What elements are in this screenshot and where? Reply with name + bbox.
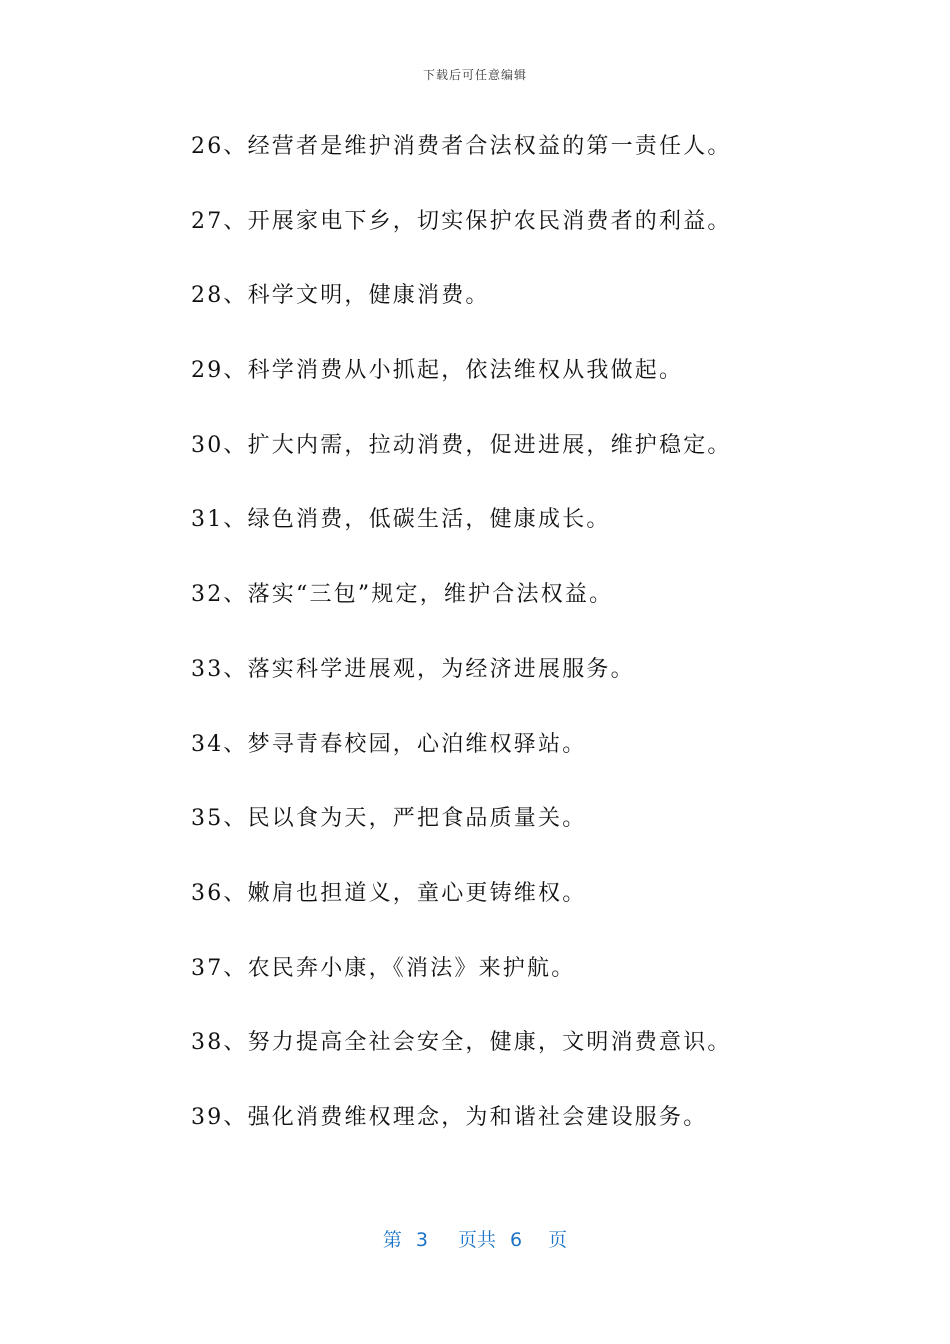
list-item: 36、嫩肩也担道义，童心更铸维权。 [191, 880, 587, 906]
list-item: 26、经营者是维护消费者合法权益的第一责任人。 [191, 134, 732, 159]
list-item: 33、落实科学进展观，为经济进展服务。 [191, 656, 635, 682]
list-item: 31、绿色消费，低碳生活，健康成长。 [191, 507, 611, 533]
current-page-number: 3 [415, 1229, 428, 1251]
slogan-list [191, 130, 891, 1176]
list-item: 34、梦寻青春校园，心泊维权驿站。 [191, 731, 587, 757]
list-item: 27、开展家电下乡，切实保护农民消费者的利益。 [191, 208, 732, 234]
page-number-footer [0, 1225, 950, 1252]
list-item: 30、扩大内需，拉动消费，促进进展，维护稳定。 [191, 432, 732, 458]
list-item: 38、努力提高全社会安全，健康，文明消费意识。 [191, 1030, 732, 1056]
list-item: 29、科学消费从小抓起，依法维权从我做起。 [191, 358, 684, 384]
list-item: 39、强化消费维权理念，为和谐社会建设服务。 [191, 1104, 708, 1130]
total-page-number: 6 [510, 1229, 523, 1251]
list-item: 32、落实“三包”规定，维护合法权益。 [191, 582, 614, 608]
list-item: 35、民以食为天，严把食品质量关。 [191, 806, 587, 832]
list-item: 28、科学文明，健康消费。 [191, 283, 490, 309]
page-header-note: 下载后可任意编辑 [422, 68, 527, 82]
page-prefix: 第 [382, 1229, 402, 1251]
list-item: 37、农民奔小康，《消法》来护航。 [191, 955, 576, 981]
page-suffix: 页 [548, 1229, 568, 1251]
page-mid-text: 页共 [457, 1229, 496, 1251]
